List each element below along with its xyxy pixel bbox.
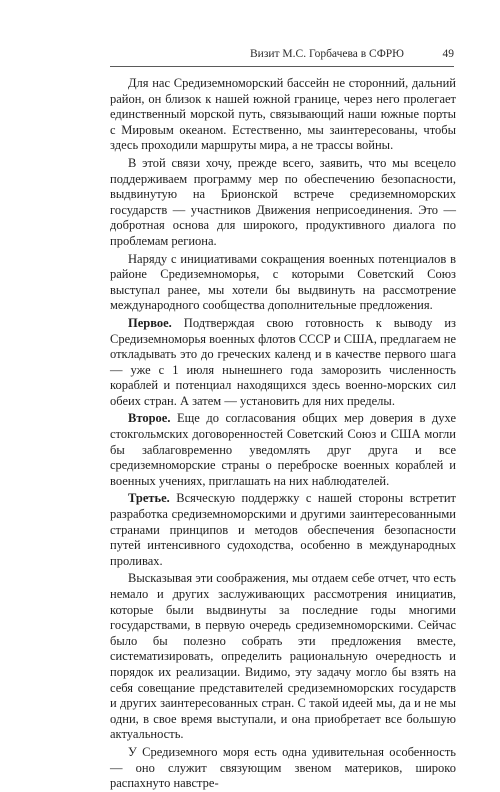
paragraph-lead: Второе.	[128, 411, 171, 426]
paragraph-text: Для нас Средиземноморский бассейн не сторонний, дальний район, он близок к нашей южной границе, через него пролегает единственный морской путь, связывающий наши южные порты с Мировым океаном. Естественно, мы заинтересованы, чтобы здесь проходили маршруты мира, а не трассы войны.	[110, 76, 456, 153]
body-text	[110, 76, 456, 792]
header-rule	[110, 66, 454, 67]
paragraph-text: У Средиземного моря есть одна удивительная особенность — оно служит связующим звеном материков, широко распахнуто навстре-	[110, 744, 456, 791]
paragraph-lead: Третье.	[128, 491, 170, 506]
paragraph	[110, 76, 456, 154]
paragraph	[110, 316, 456, 410]
paragraph-text: Подтверждая свою готовность к выводу из Средиземноморья военных флотов СССР и США, предлагаем не откладывать это до греческих календ и в качестве первого шага — уже с 1 июля нынешнего года заморозить численность кораблей и потенциал находящихся здесь военно-морских сил обеих стран. А затем — установить для них пределы.	[110, 315, 456, 408]
paragraph	[110, 156, 456, 250]
paragraph-text: Всяческую поддержку с нашей стороны встретит разработка средиземноморскими и другими заинтересованными странами принципов и методов обеспечения безопасности путей интенсивного судоходства, особенно в международных проливах.	[110, 491, 456, 568]
paragraph-lead: Первое.	[128, 315, 172, 330]
paragraph-text: Наряду с инициативами сокращения военных потенциалов в районе Средиземноморья, с которыми Советский Союз выступал ранее, мы хотели бы выдвинуть на рассмотрение международного сообщества дополнительные предложения.	[110, 251, 456, 313]
paragraph	[110, 491, 456, 569]
paragraph	[110, 571, 456, 743]
paragraph-text: Еще до согласования общих мер доверия в духе стокгольмских договоренностей Советский Союз и США могли бы заблаговременно уведомлять друг друга и все средиземноморские страны о переброске военных кораблей и военных учениях, приглашать на них наблюдателей.	[110, 411, 456, 488]
page-number: 49	[442, 48, 454, 60]
paragraph-text: В этой связи хочу, прежде всего, заявить, что мы всецело поддерживаем программу мер по обеспечению безопасности, выдвинутую на Брионской встрече средиземноморских государств — участников Движения неприсоединения. Это — добротная основа для широкого, продуктивного диалога по проблемам региона.	[110, 155, 456, 248]
paragraph	[110, 745, 456, 792]
paragraph-text: Высказывая эти соображения, мы отдаем себе отчет, что есть немало и других заслуживающих рассмотрения инициатив, которые были выдвинуты за последние годы многими государствами, в первую очередь средиземноморскими. Сейчас было бы полезно собрать эти предложения вместе, систематизировать, определить рациональную очередность и порядок их реализации. Видимо, эту задачу могло бы взять на себя совещание представителей средиземноморских государств и других заинтересованных стран. С такой идеей мы, да и не мы одни, в свое время выступали, и она приобретает все большую актуальность.	[110, 571, 456, 742]
running-title: Визит М.С. Горбачева в СФРЮ	[250, 48, 404, 60]
running-header	[110, 48, 454, 66]
paragraph	[110, 252, 456, 314]
paragraph	[110, 411, 456, 489]
